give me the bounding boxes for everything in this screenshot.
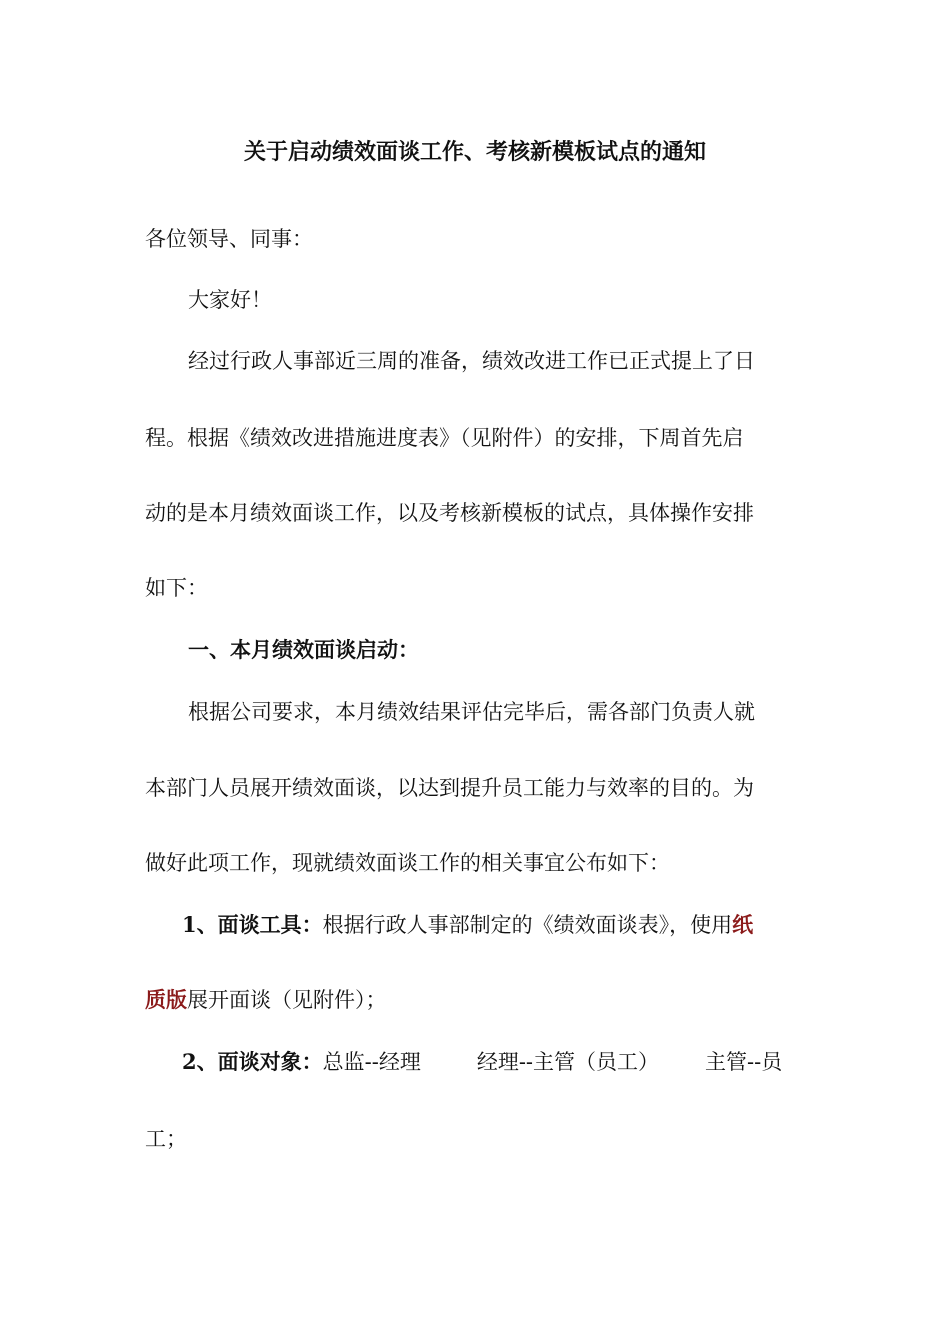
paragraph-1-line-3: 动的是本月绩效面谈工作，以及考核新模板的试点，具体操作安排: [145, 501, 754, 525]
paragraph-2-line-2: 本部门人员展开绩效面谈，以达到提升员工能力与效率的目的。为: [145, 776, 754, 800]
item-2-pair-1: 总监--经理: [322, 1050, 421, 1074]
item-1-highlight-a: 纸: [732, 912, 754, 937]
paragraph-2-line-3: 做好此项工作，现就绩效面谈工作的相关事宜公布如下：: [145, 851, 670, 875]
section-1-heading: 一、本月绩效面谈启动：: [188, 637, 419, 662]
item-2-pair-2: 经理--主管（员工）: [476, 1050, 660, 1074]
item-2-line-2: 工；: [145, 1127, 187, 1151]
item-1-text: 根据行政人事部制定的《绩效面谈表》，使用: [322, 913, 733, 937]
salutation: 各位领导、同事：: [145, 227, 313, 251]
item-2-pair-3: 主管--员: [705, 1050, 783, 1074]
item-1-line-2: [145, 985, 387, 1015]
item-2-line-1: [182, 1047, 782, 1077]
document-title: 关于启动绩效面谈工作、考核新模板试点的通知: [243, 139, 706, 165]
paragraph-1-line-4: 如下：: [145, 576, 208, 600]
item-2-label: 2、面谈对象：: [182, 1049, 323, 1074]
item-1-text-after: 展开面谈（见附件）；: [187, 988, 387, 1012]
paragraph-2-line-1: 根据公司要求，本月绩效结果评估完毕后，需各部门负责人就: [188, 700, 755, 724]
greeting: 大家好！: [188, 288, 272, 312]
item-1-label: 1、面谈工具：: [182, 912, 323, 937]
paragraph-1-line-2: 程。根据《绩效改进措施进度表》（见附件）的安排，下周首先启: [145, 426, 744, 450]
item-1-line-1: [182, 910, 753, 940]
paragraph-1-line-1: 经过行政人事部近三周的准备，绩效改进工作已正式提上了日: [188, 349, 755, 373]
item-1-highlight-b: 质版: [145, 987, 187, 1012]
